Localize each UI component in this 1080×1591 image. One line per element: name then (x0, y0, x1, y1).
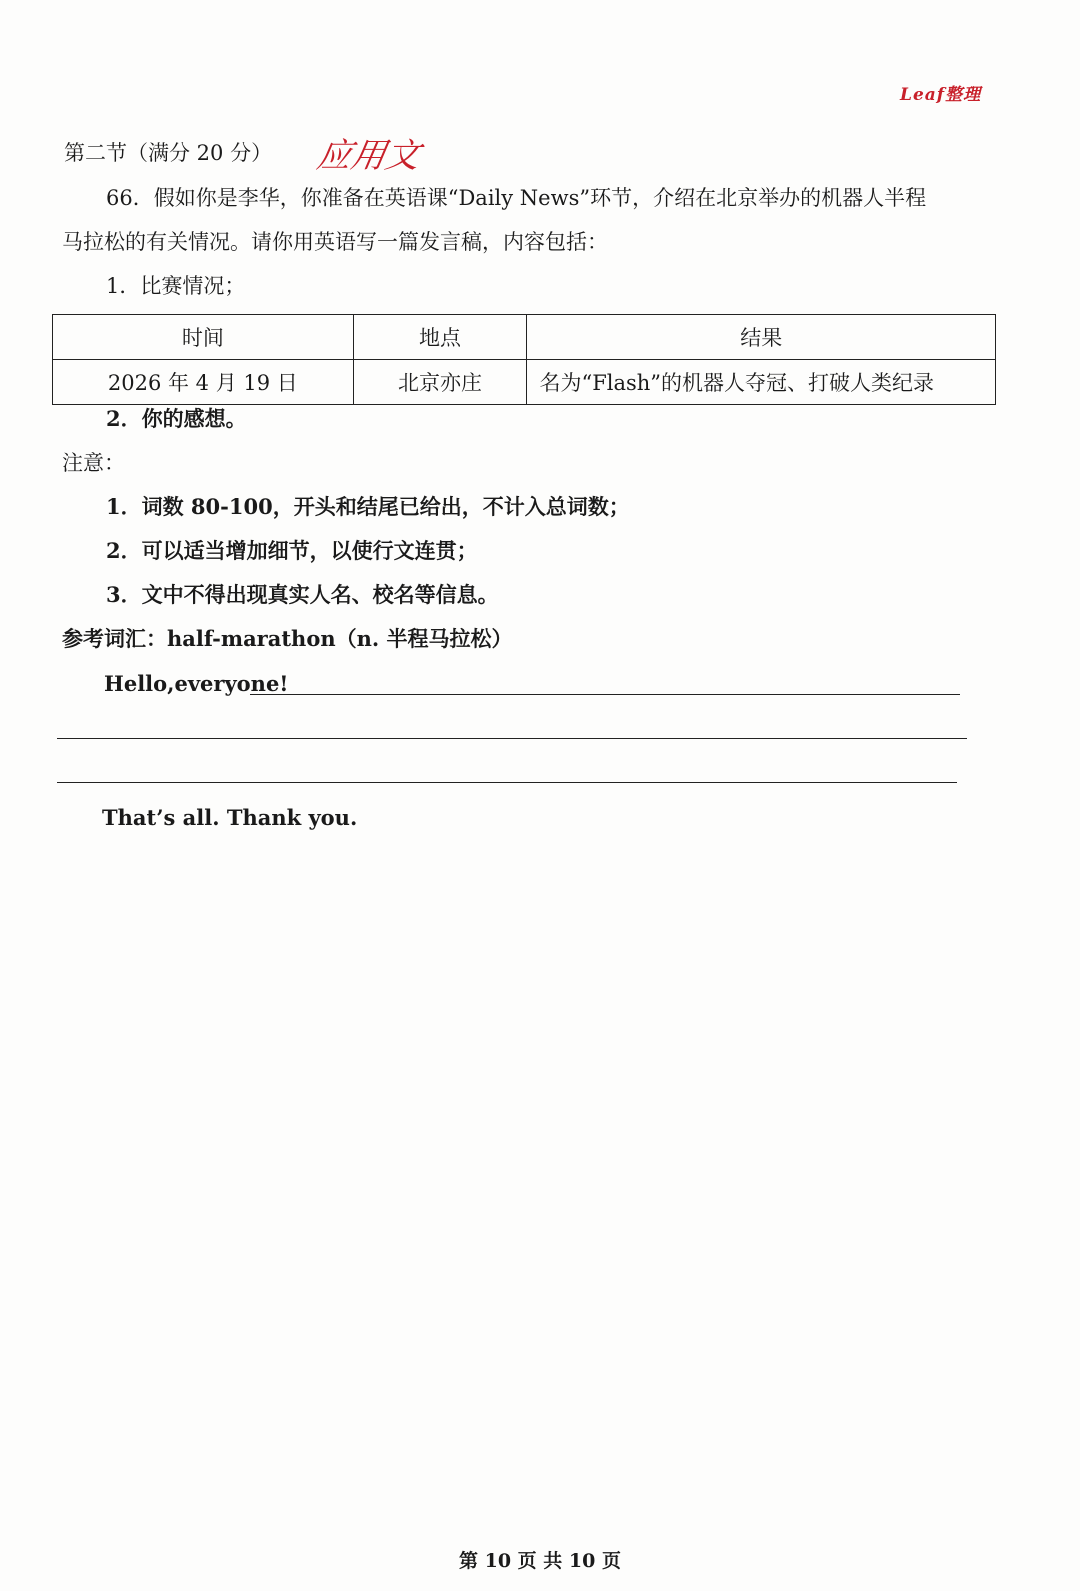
handwritten-note: 应用文 (313, 136, 423, 176)
table-cell-place: 北京亦庄 (353, 360, 527, 405)
note-item-1: 1．词数 80-100，开头和结尾已给出，不计入总词数； (106, 494, 630, 519)
section-title: 第二节（满分 20 分） (64, 141, 273, 165)
writing-closing: That’s all. Thank you. (102, 805, 358, 830)
event-info-table (52, 314, 996, 405)
table-header-time: 时间 (53, 315, 354, 360)
answer-line-2 (57, 738, 967, 739)
table-header-result: 结果 (527, 315, 996, 360)
note-item-3: 3．文中不得出现真实人名、校名等信息。 (106, 582, 499, 607)
question-item-1: 1．比赛情况； (106, 274, 246, 298)
writing-opening: Hello,everyone! (104, 671, 289, 696)
watermark-logo: Leaf整理 (900, 85, 982, 105)
question-line-1: 66．假如你是李华，你准备在英语课“Daily News”环节，介绍在北京举办的机器人半程 (106, 186, 927, 210)
answer-line-1 (250, 694, 960, 695)
table-row (53, 360, 996, 405)
table-cell-result: 名为“Flash”的机器人夺冠、打破人类纪录 (527, 360, 996, 405)
reference-vocabulary: 参考词汇：half-marathon（n. 半程马拉松） (62, 626, 513, 651)
note-item-2: 2．可以适当增加细节，以使行文连贯； (106, 538, 478, 563)
table-header-place: 地点 (353, 315, 527, 360)
table-cell-time: 2026 年 4 月 19 日 (53, 360, 354, 405)
table-header-row (53, 315, 996, 360)
notes-title: 注意： (62, 451, 125, 475)
answer-line-3 (57, 782, 957, 783)
question-line-2: 马拉松的有关情况。请你用英语写一篇发言稿，内容包括： (62, 230, 608, 254)
question-item-2: 2．你的感想。 (106, 406, 247, 431)
page-footer: 第 10 页 共 10 页 (459, 1550, 621, 1572)
